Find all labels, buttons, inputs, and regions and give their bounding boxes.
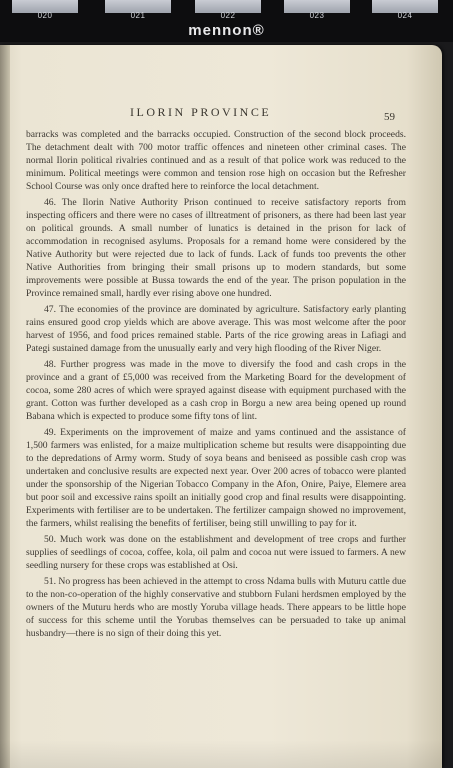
paragraph-continuation: barracks was completed and the barracks occupied. Construction of the second block proceeds. The detachment dealt with 700 motor traffic offences and nineteen other criminal cases. The normal Ilorin political rivalries continued and as a result of that police work was reduced to the minimum. Political meetings were common and tension rose high on occasion but the Refresher School Course was only once drafted here to reinforce the local detachment. [26,129,406,192]
frame-number: 024 [397,11,413,20]
scanner-frame-strip [0,0,453,42]
frame-number: 020 [37,11,53,20]
frame-number: 022 [220,11,236,20]
paragraph-46: 46. The Ilorin Native Authority Prison continued to receive satisfactory reports from inspecting officers and there were no cases of illtreatment of prisoners, as there had been last year on political grounds. A small number of lunatics is detained in the prison for lack of accommodation in recognised asylums. Proposals for a remand home were considered by the Native Authority but were rejected due to lack of funds. Lack of funds too prevents the other Native Authorities from bringing their small prisons up to modern standards, but some improvements were possible at Bussa towards the end of the year. The prison population in the Province remained small, hardly ever rising above one hundred. [26,197,406,299]
paragraph-51: 51. No progress has been achieved in the attempt to cross Ndama bulls with Muturu cattle due to the non-co-operation of the highly conservative and stubborn Fulani herdsmen employed by the owners of the Muturu herds who are mostly Yoruba village heads. There appears to be little hope of success for this scheme until the Yorubas themselves can be persuaded to take up animal husbandry—there is no sign of their doing this yet. [26,576,406,639]
frame-number: 023 [309,11,325,20]
paragraph-47: 47. The economies of the province are dominated by agriculture. Satisfactory early planting rains ensured good crop yields which are above average. This was most welcome after the poor harvest of 1956, and food prices remained stable. Parts of the rice growing areas in Lafiagi and Pategi sustained damage from the unusually early and very high flooding of the River Niger. [26,304,406,354]
running-head: ILORIN PROVINCE [130,105,272,119]
paragraph-48: 48. Further progress was made in the move to diversify the food and cash crops in the province and a grant of £5,000 was received from the Marketing Board for the development of cocoa, some 280 acres of which were sprayed against disease with equipment purchased with the grant. Cotton was further developed as a cash crop in Borgu a new area being opened up round Babana which is expected to produce some fifty tons of lint. [26,359,406,422]
book-spine [0,45,10,768]
frame-number: 021 [130,11,146,20]
paragraph-49: 49. Experiments on the improvement of maize and yams continued and the assistance of 1,500 farmers was enlisted, for a maize multiplication scheme but results were disappointing due to the depredations of Army worm. Study of soya beans and beniseed as possible cash crop was undertaken and conclusive results are expected next year. Over 200 acres of tobacco were planted under the sponsorship of the Nigerian Tobacco Company in the Afon, Onire, Paiye, Elemere area but poor soil and excessive rains spoilt an initially good crop and final results were disappointing. Experiments with fertiliser are to be undertaken. The fertilizer campaign showed no improvement, the farmers, whilst realising the benefits of fertiliser, being still unwilling to pay for it. [26,427,406,529]
page-bottom-shadow [0,740,442,768]
page-number: 59 [384,111,395,123]
body-text [26,128,406,643]
scanner-brand-logo: mennon® [188,22,265,39]
paragraph-50: 50. Much work was done on the establishment and development of tree crops and further supplies of seedlings of cocoa, coffee, kola, oil palm and cocoa nut were issued to farmers. A new seedling nursery for these crops was established at Osi. [26,534,406,571]
